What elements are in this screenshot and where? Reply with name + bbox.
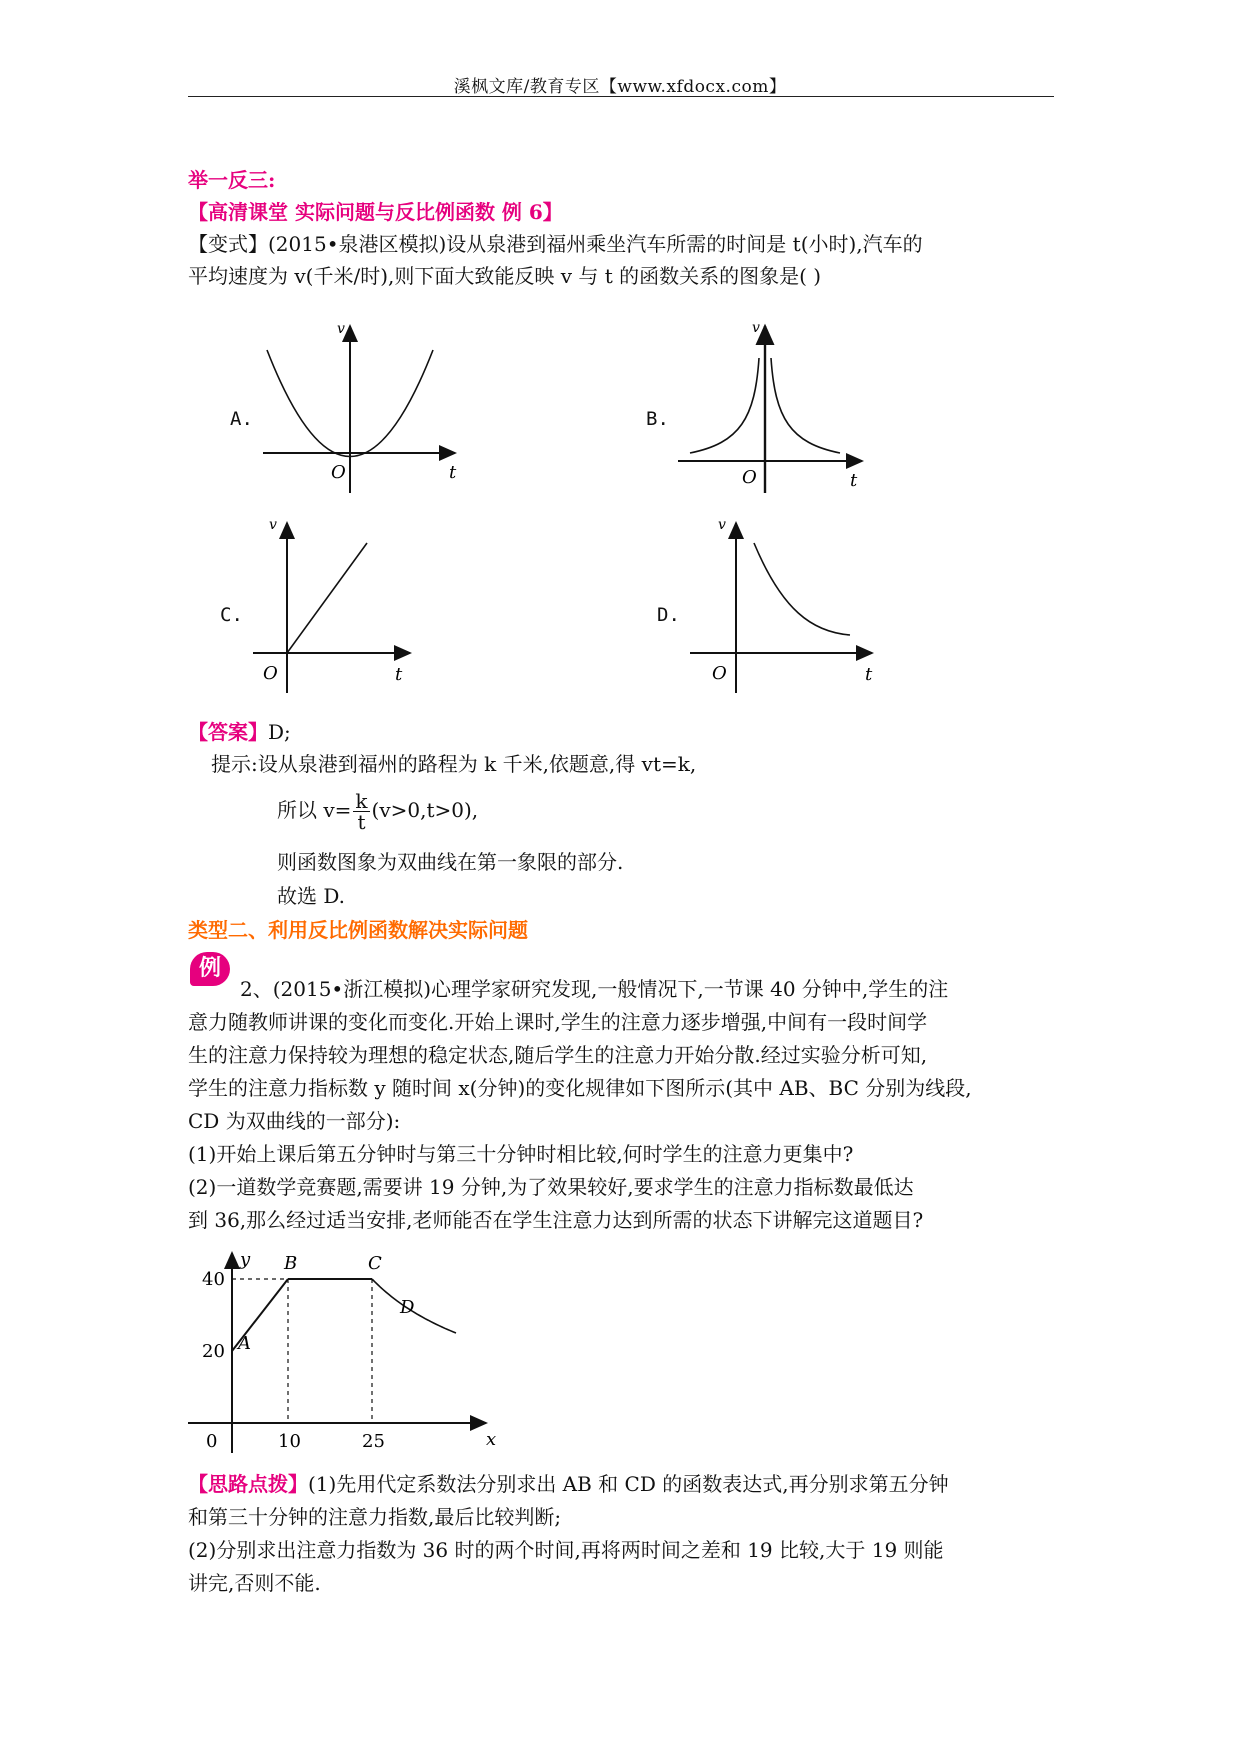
answer-value: D; bbox=[268, 720, 291, 744]
problem-line-1 bbox=[188, 230, 923, 258]
chart-xtick-25: 25 bbox=[362, 1431, 385, 1452]
chart-point-d: D bbox=[400, 1297, 415, 1318]
option-d-origin: O bbox=[712, 663, 727, 684]
answer-step-1-prefix: 所以 v= bbox=[277, 798, 352, 822]
option-a-label: A. bbox=[230, 408, 253, 430]
answer-hint: 提示:设从泉港到福州的路程为 k 千米,依题意,得 vt=k, bbox=[211, 752, 697, 776]
example-question-1: (1)开始上课后第五分钟时与第三十分钟时相比较,何时学生的注意力更集中? bbox=[188, 1142, 854, 1166]
problem-tag: 【变式】 bbox=[188, 232, 268, 256]
option-a-xlabel: t bbox=[449, 462, 457, 483]
option-a-graph bbox=[255, 318, 465, 493]
answer-fraction bbox=[353, 791, 369, 832]
answer-fraction-denominator: t bbox=[357, 810, 366, 834]
hint-tag: 【思路点拨】 bbox=[188, 1472, 308, 1496]
answer-step-1-suffix: (v>0,t>0), bbox=[371, 798, 479, 822]
chart-point-a: A bbox=[238, 1333, 251, 1354]
hint-line-3: (2)分别求出注意力指数为 36 时的两个时间,再将两时间之差和 19 比较,大于 19 则能 bbox=[188, 1538, 944, 1562]
example-question-2: (2)一道数学竞赛题,需要讲 19 分钟,为了效果较好,要求学生的注意力指标数最低达 bbox=[188, 1175, 914, 1199]
option-d-label: D. bbox=[657, 604, 680, 626]
answer-step-1 bbox=[277, 788, 478, 832]
option-c-graph bbox=[245, 515, 420, 693]
example-line-5: CD 为双曲线的一部分): bbox=[188, 1109, 401, 1133]
option-c-line bbox=[287, 543, 367, 653]
answer-step-2: 则函数图象为双曲线在第一象限的部分. bbox=[277, 850, 624, 874]
option-b-label: B. bbox=[646, 408, 669, 430]
option-d-graph bbox=[682, 515, 882, 693]
section-title-practice: 举一反三: bbox=[188, 168, 276, 192]
chart-xlabel: x bbox=[486, 1429, 497, 1450]
example-line-3: 生的注意力保持较为理想的稳定状态,随后学生的注意力开始分散.经过实验分析可知, bbox=[188, 1043, 928, 1067]
option-c-label: C. bbox=[220, 604, 243, 626]
answer-fraction-numerator: k bbox=[355, 789, 368, 813]
header-rule bbox=[188, 96, 1054, 97]
option-d-ylabel: v bbox=[718, 517, 726, 533]
option-b-origin: O bbox=[742, 467, 757, 488]
chart-xtick-10: 10 bbox=[278, 1431, 301, 1452]
option-b-ylabel: v bbox=[752, 320, 760, 336]
option-c-xlabel: t bbox=[395, 664, 403, 685]
lesson-subtitle: 【高清课堂 实际问题与反比例函数 例 6】 bbox=[188, 200, 563, 224]
option-a-origin: O bbox=[331, 462, 346, 483]
hint-line-4: 讲完,否则不能. bbox=[188, 1571, 321, 1595]
problem-text-1: (2015•泉港区模拟)设从泉港到福州乘坐汽车所需的时间是 t(小时),汽车的 bbox=[268, 232, 923, 256]
option-c-origin: O bbox=[263, 663, 278, 684]
option-a-ylabel: v bbox=[337, 321, 345, 337]
page-header: 溪枫文库/教育专区【www.xfdocx.com】 bbox=[453, 77, 787, 97]
chart-origin-label: 0 bbox=[206, 1431, 218, 1452]
example-line-2: 意力随教师讲课的变化而变化.开始上课时,学生的注意力逐步增强,中间有一段时间学 bbox=[188, 1010, 928, 1034]
option-c-ylabel: v bbox=[269, 517, 277, 533]
chart-ylabel: y bbox=[240, 1249, 251, 1270]
answer-tag: 【答案】 bbox=[188, 720, 268, 744]
example-line-1: 2、(2015•浙江模拟)心理学家研究发现,一般情况下,一节课 40 分钟中,学生的注 bbox=[240, 977, 949, 1001]
chart-ytick-20: 20 bbox=[202, 1341, 225, 1362]
hint-line-2: 和第三十分钟的注意力指数,最后比较判断; bbox=[188, 1505, 562, 1529]
section-title-type-two: 类型二、利用反比例函数解决实际问题 bbox=[188, 918, 528, 942]
chart-point-c: C bbox=[368, 1253, 382, 1274]
option-b-graph bbox=[670, 318, 870, 493]
example-badge: 例 bbox=[190, 952, 230, 986]
hint-text-1: (1)先用代定系数法分别求出 AB 和 CD 的函数表达式,再分别求第五分钟 bbox=[308, 1472, 949, 1496]
option-d-xlabel: t bbox=[865, 664, 873, 685]
example-line-4: 学生的注意力指标数 y 随时间 x(分钟)的变化规律如下图所示(其中 AB、BC 分别为线段, bbox=[188, 1076, 972, 1100]
answer-line bbox=[188, 718, 291, 746]
attention-chart bbox=[188, 1238, 497, 1460]
option-b-xlabel: t bbox=[850, 470, 858, 491]
hint-line-1 bbox=[188, 1470, 949, 1498]
problem-line-2: 平均速度为 v(千米/时),则下面大致能反映 v 与 t 的函数关系的图象是( ) bbox=[188, 264, 822, 288]
option-b-left-branch bbox=[690, 358, 759, 453]
answer-step-3: 故选 D. bbox=[277, 884, 346, 908]
chart-point-b: B bbox=[284, 1253, 298, 1274]
example-question-2-cont: 到 36,那么经过适当安排,老师能否在学生注意力达到所需的状态下讲解完这道题目? bbox=[188, 1208, 924, 1232]
option-b-right-branch bbox=[771, 358, 840, 453]
chart-ytick-40: 40 bbox=[202, 1269, 225, 1290]
option-d-curve bbox=[754, 543, 850, 635]
